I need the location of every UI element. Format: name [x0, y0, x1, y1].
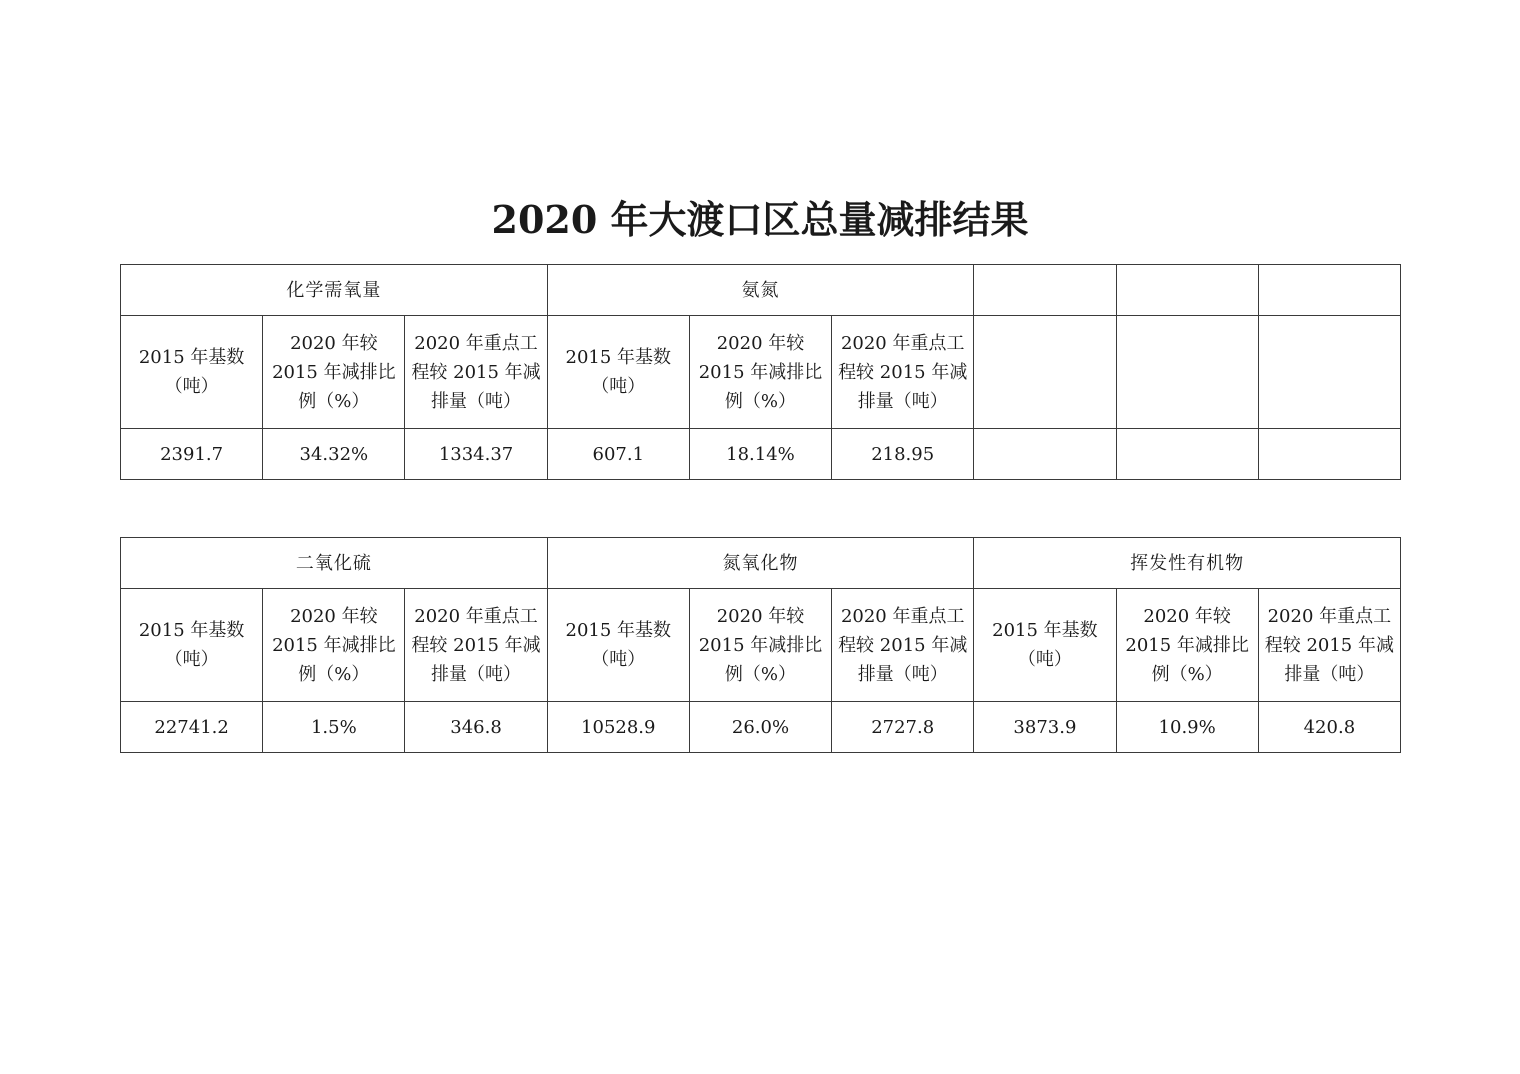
empty-header-cell	[974, 265, 1116, 316]
group-header-sulfur-dioxide: 二氧化硫	[121, 538, 548, 589]
empty-header-cell	[1258, 265, 1400, 316]
group-header-cod: 化学需氧量	[121, 265, 548, 316]
table-value-row	[121, 702, 1401, 753]
value-so2-reduction-ratio: 1.5%	[263, 702, 405, 753]
value-ammonia-base-2015: 607.1	[547, 429, 689, 480]
value-nox-key-project-reduction: 2727.8	[832, 702, 974, 753]
subheader-reduction-ratio: 2020 年较 2015 年减排比例（%）	[1116, 589, 1258, 702]
subheader-base-2015: 2015 年基数（吨）	[974, 589, 1116, 702]
subheader-reduction-ratio: 2020 年较 2015 年减排比例（%）	[689, 589, 831, 702]
value-voc-base-2015: 3873.9	[974, 702, 1116, 753]
empty-subheader-cell	[974, 316, 1116, 429]
empty-value-cell	[1258, 429, 1400, 480]
value-voc-key-project-reduction: 420.8	[1258, 702, 1400, 753]
value-so2-base-2015: 22741.2	[121, 702, 263, 753]
empty-value-cell	[1116, 429, 1258, 480]
value-so2-key-project-reduction: 346.8	[405, 702, 547, 753]
emission-table-cod-ammonia	[120, 264, 1401, 480]
empty-value-cell	[974, 429, 1116, 480]
subheader-base-2015: 2015 年基数（吨）	[547, 589, 689, 702]
table-subheader-row	[121, 316, 1401, 429]
subheader-key-project-reduction: 2020 年重点工程较 2015 年减排量（吨）	[405, 316, 547, 429]
subheader-key-project-reduction: 2020 年重点工程较 2015 年减排量（吨）	[832, 316, 974, 429]
value-nox-reduction-ratio: 26.0%	[689, 702, 831, 753]
subheader-base-2015: 2015 年基数（吨）	[121, 316, 263, 429]
value-cod-reduction-ratio: 34.32%	[263, 429, 405, 480]
subheader-key-project-reduction: 2020 年重点工程较 2015 年减排量（吨）	[1258, 589, 1400, 702]
subheader-reduction-ratio: 2020 年较 2015 年减排比例（%）	[689, 316, 831, 429]
value-ammonia-reduction-ratio: 18.14%	[689, 429, 831, 480]
subheader-reduction-ratio: 2020 年较 2015 年减排比例（%）	[263, 316, 405, 429]
table-group-header-row	[121, 265, 1401, 316]
table-value-row	[121, 429, 1401, 480]
value-cod-base-2015: 2391.7	[121, 429, 263, 480]
value-ammonia-key-project-reduction: 218.95	[832, 429, 974, 480]
empty-header-cell	[1116, 265, 1258, 316]
group-header-voc: 挥发性有机物	[974, 538, 1401, 589]
value-cod-key-project-reduction: 1334.37	[405, 429, 547, 480]
table-group-header-row	[121, 538, 1401, 589]
subheader-key-project-reduction: 2020 年重点工程较 2015 年减排量（吨）	[832, 589, 974, 702]
page-title: 2020 年大渡口区总量减排结果	[491, 197, 1029, 242]
table-subheader-row	[121, 589, 1401, 702]
subheader-base-2015: 2015 年基数（吨）	[547, 316, 689, 429]
emission-table-so2-nox-voc	[120, 537, 1401, 753]
value-voc-reduction-ratio: 10.9%	[1116, 702, 1258, 753]
subheader-base-2015: 2015 年基数（吨）	[121, 589, 263, 702]
empty-subheader-cell	[1116, 316, 1258, 429]
subheader-key-project-reduction: 2020 年重点工程较 2015 年减排量（吨）	[405, 589, 547, 702]
value-nox-base-2015: 10528.9	[547, 702, 689, 753]
subheader-reduction-ratio: 2020 年较 2015 年减排比例（%）	[263, 589, 405, 702]
group-header-nitrogen-oxides: 氮氧化物	[547, 538, 974, 589]
group-header-ammonia-nitrogen: 氨氮	[547, 265, 974, 316]
empty-subheader-cell	[1258, 316, 1400, 429]
